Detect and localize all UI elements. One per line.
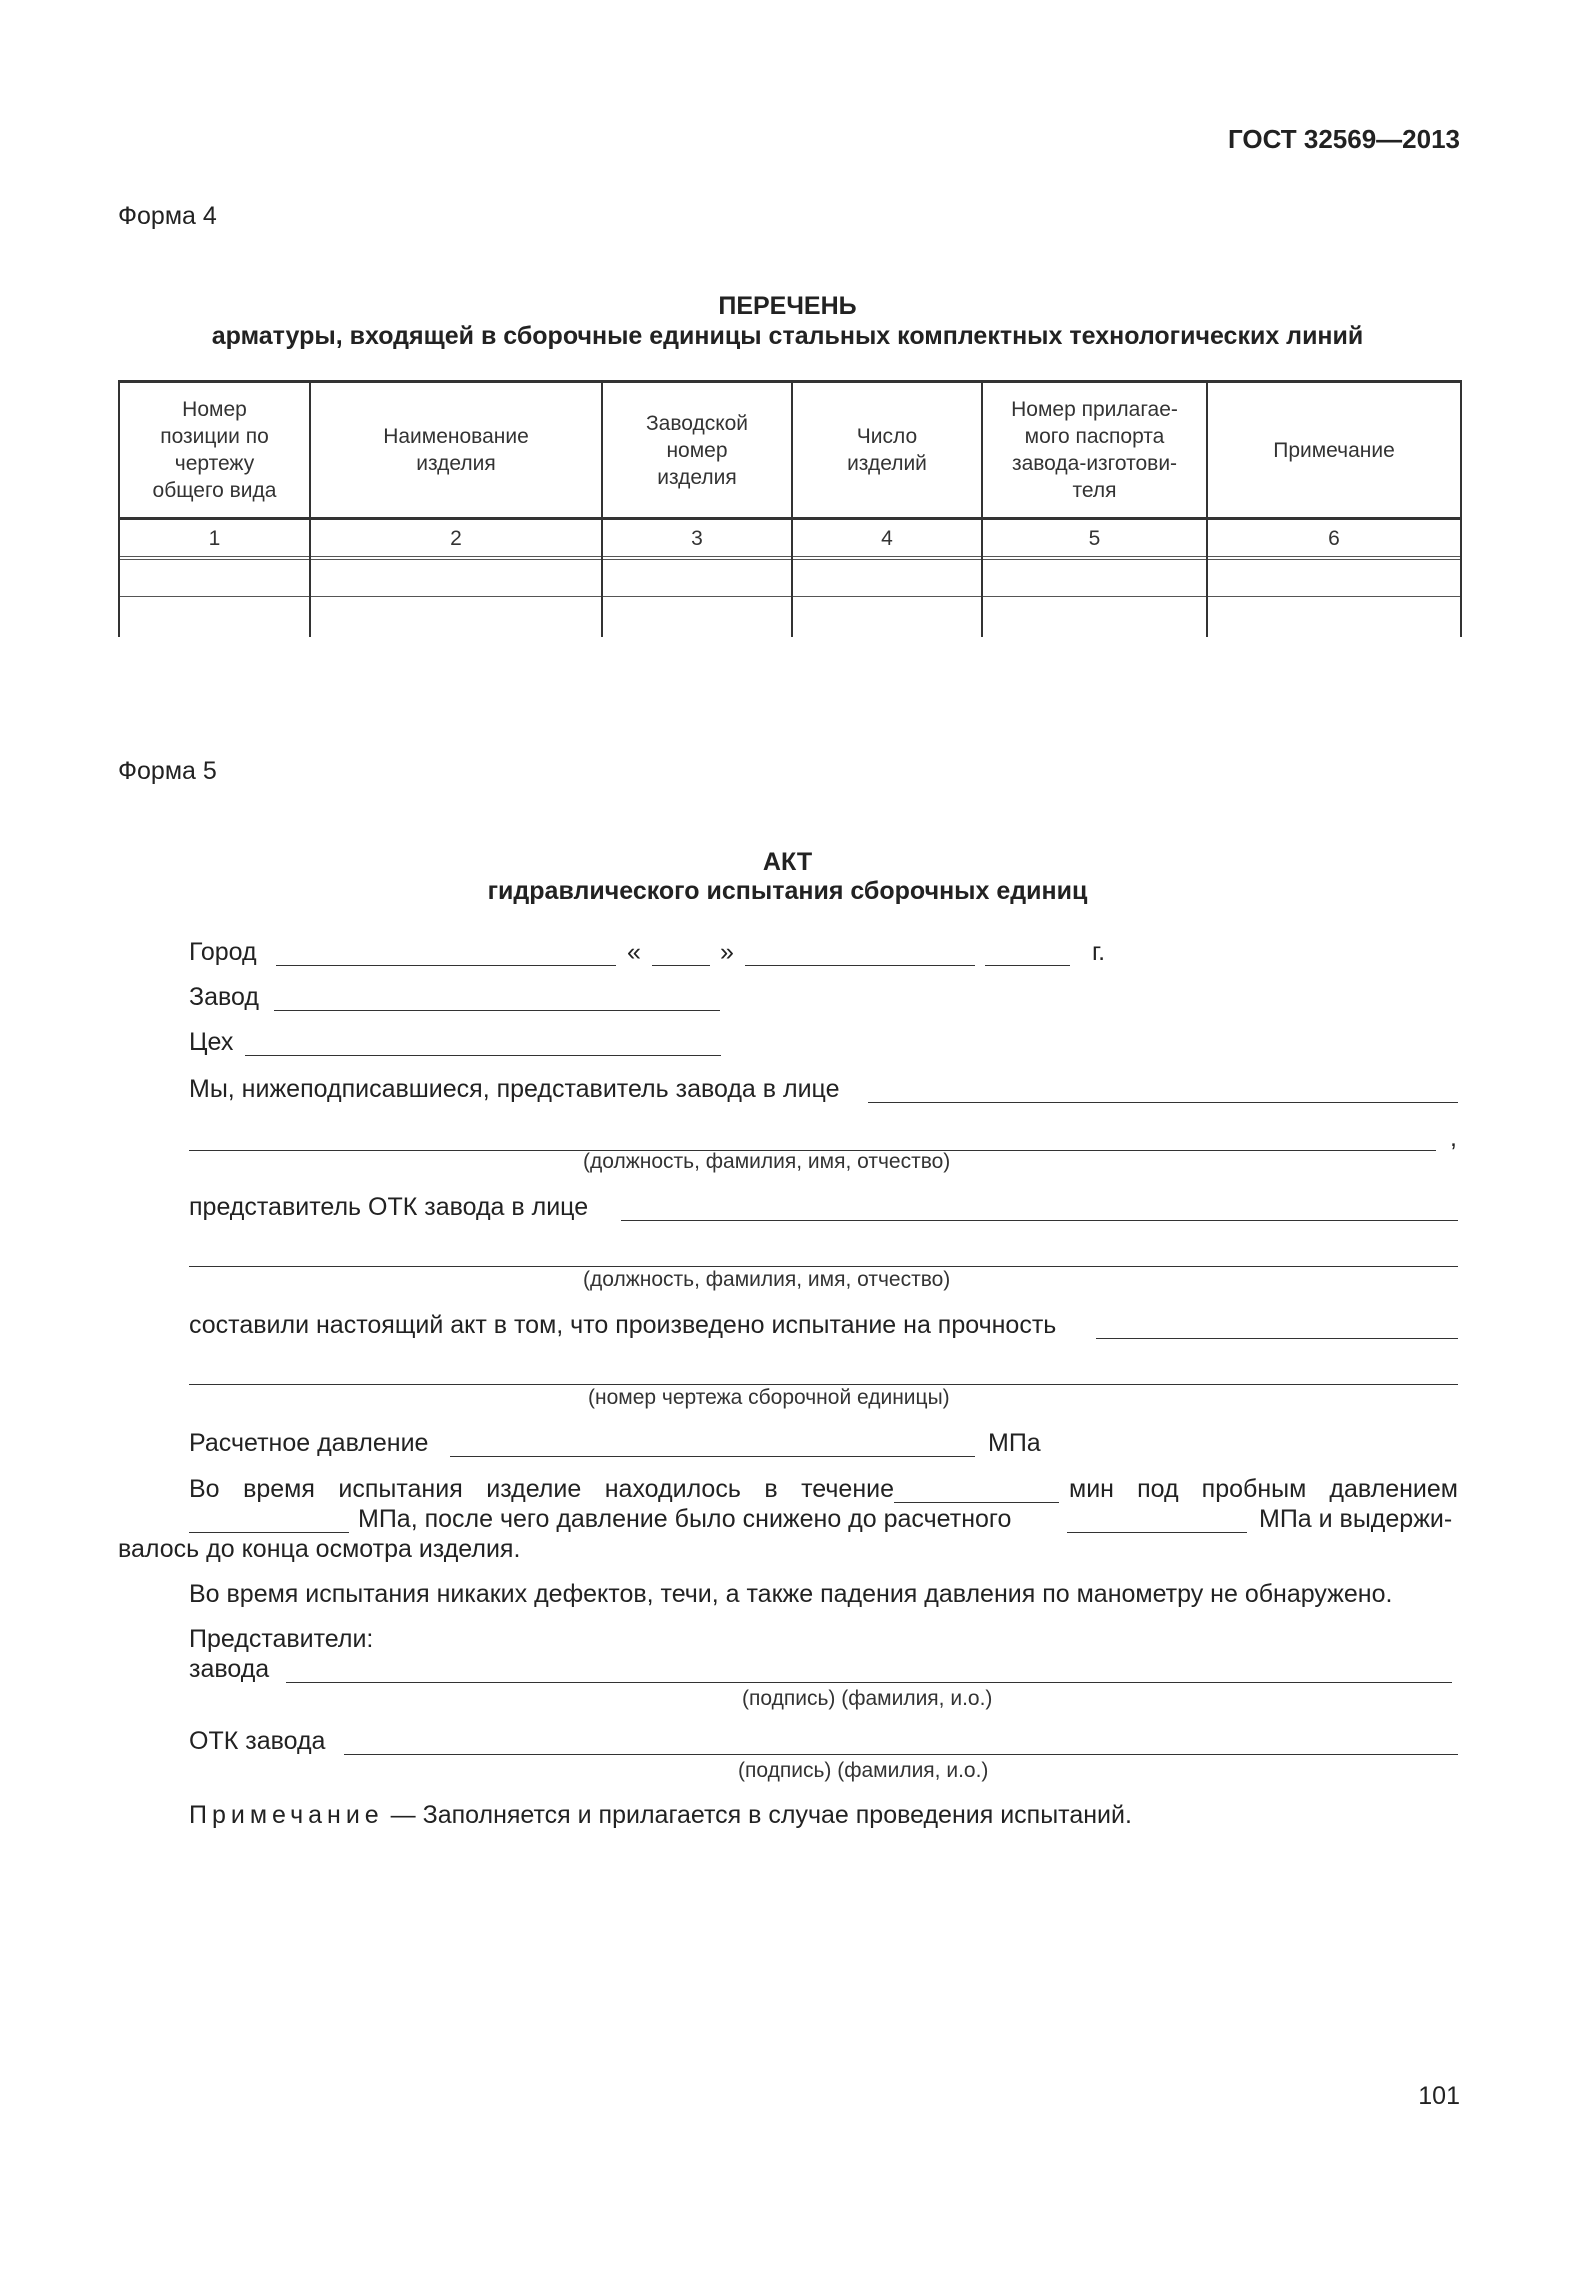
comma: , [1450,1124,1457,1152]
table-header-row [119,382,1461,519]
form4-label: Форма 4 [118,202,217,230]
page-number: 101 [1418,2082,1460,2110]
held-text: МПа и выдержи- [1259,1505,1453,1533]
test-duration-text: Во время испытания изделие находилось в течение [189,1475,894,1503]
otk-representative-field-2[interactable] [189,1266,1458,1267]
shop-field[interactable] [245,1055,721,1056]
test-duration-field[interactable] [894,1502,1059,1503]
caption-person-otk: (должность, фамилия, имя, отчество) [583,1268,951,1291]
note-label: Примечание [189,1801,384,1829]
table-row [119,560,1461,597]
column-number: 6 [1207,519,1461,557]
column-header: Примечание [1207,382,1461,519]
column-header: Номер позиции по чертежу общего вида [119,382,310,519]
form4-subtitle: арматуры, входящей в сборочные единицы стальных комплектных технологических линий [211,322,1364,350]
column-number-row [119,519,1461,557]
compiled-text: составили настоящий акт в том, что произведено испытание на прочность [189,1311,1057,1339]
column-number: 1 [119,519,310,557]
representatives-label: Представители: [189,1625,374,1653]
plant-label: Завод [189,983,259,1011]
plant-representative-field[interactable] [868,1102,1458,1103]
table-row [119,597,1461,638]
held-until-inspection-text: валось до конца осмотра изделия. [118,1535,521,1563]
column-number: 2 [310,519,602,557]
form5-subtitle: гидравлического испытания сборочных единиц [487,877,1088,905]
caption-person: (должность, фамилия, имя, отчество) [583,1150,951,1173]
otk-representative-field[interactable] [621,1220,1458,1221]
form4-title: ПЕРЕЧЕНЬ [718,292,857,320]
column-number: 5 [982,519,1207,557]
plant-rep-signature-field[interactable] [286,1682,1452,1683]
test-pressure-text: мин под пробным давлением [1069,1475,1458,1503]
caption-signature-otk: (подпись) (фамилия, и.о.) [738,1759,989,1782]
design-pressure-label: Расчетное давление [189,1429,429,1457]
column-header: Заводской номер изделия [602,382,792,519]
quote-open: « [627,938,641,966]
strength-test-field[interactable] [1096,1338,1458,1339]
plant-rep-label: завода [189,1655,270,1683]
plant-field[interactable] [274,1010,720,1011]
city-label: Город [189,938,257,966]
mpa-unit: МПа [988,1429,1041,1457]
undersigned-text: Мы, нижеподписавшиеся, представитель завода в лице [189,1075,840,1103]
otk-rep-label: ОТК завода [189,1727,326,1755]
otk-rep-signature-field[interactable] [344,1754,1458,1755]
caption-drawing: (номер чертежа сборочной единицы) [588,1386,950,1409]
column-header: Номер прилагае- мого паспорта завода-изготови- теля [982,382,1207,519]
column-number: 3 [602,519,792,557]
pressure-reduced-text: МПа, после чего давление было снижено до расчетного [358,1505,1012,1533]
note [189,1801,1132,1830]
no-defects-text: Во время испытания никаких дефектов, течи, а также падения давления по манометру не обнаружено. [189,1580,1393,1608]
column-header: Наименование изделия [310,382,602,519]
column-number: 4 [792,519,982,557]
reduced-pressure-field[interactable] [1067,1532,1247,1533]
otk-text: представитель ОТК завода в лице [189,1193,589,1221]
test-pressure-field[interactable] [189,1532,349,1533]
note-text: — Заполняется и прилагается в случае проведения испытаний. [383,1801,1132,1829]
form5-label: Форма 5 [118,757,217,785]
quote-close: » [720,938,734,966]
standard-number: ГОСТ 32569—2013 [1228,124,1460,154]
year-suffix: г. [1092,938,1106,966]
day-field[interactable] [652,965,710,966]
year-field[interactable] [985,965,1070,966]
drawing-number-field[interactable] [189,1384,1458,1385]
month-field[interactable] [745,965,975,966]
form5-title: АКТ [762,848,813,876]
shop-label: Цех [189,1028,234,1056]
caption-signature: (подпись) (фамилия, и.о.) [742,1687,993,1710]
design-pressure-field[interactable] [450,1456,975,1457]
city-field[interactable] [276,965,616,966]
column-header: Число изделий [792,382,982,519]
armature-list-table [118,380,1462,637]
